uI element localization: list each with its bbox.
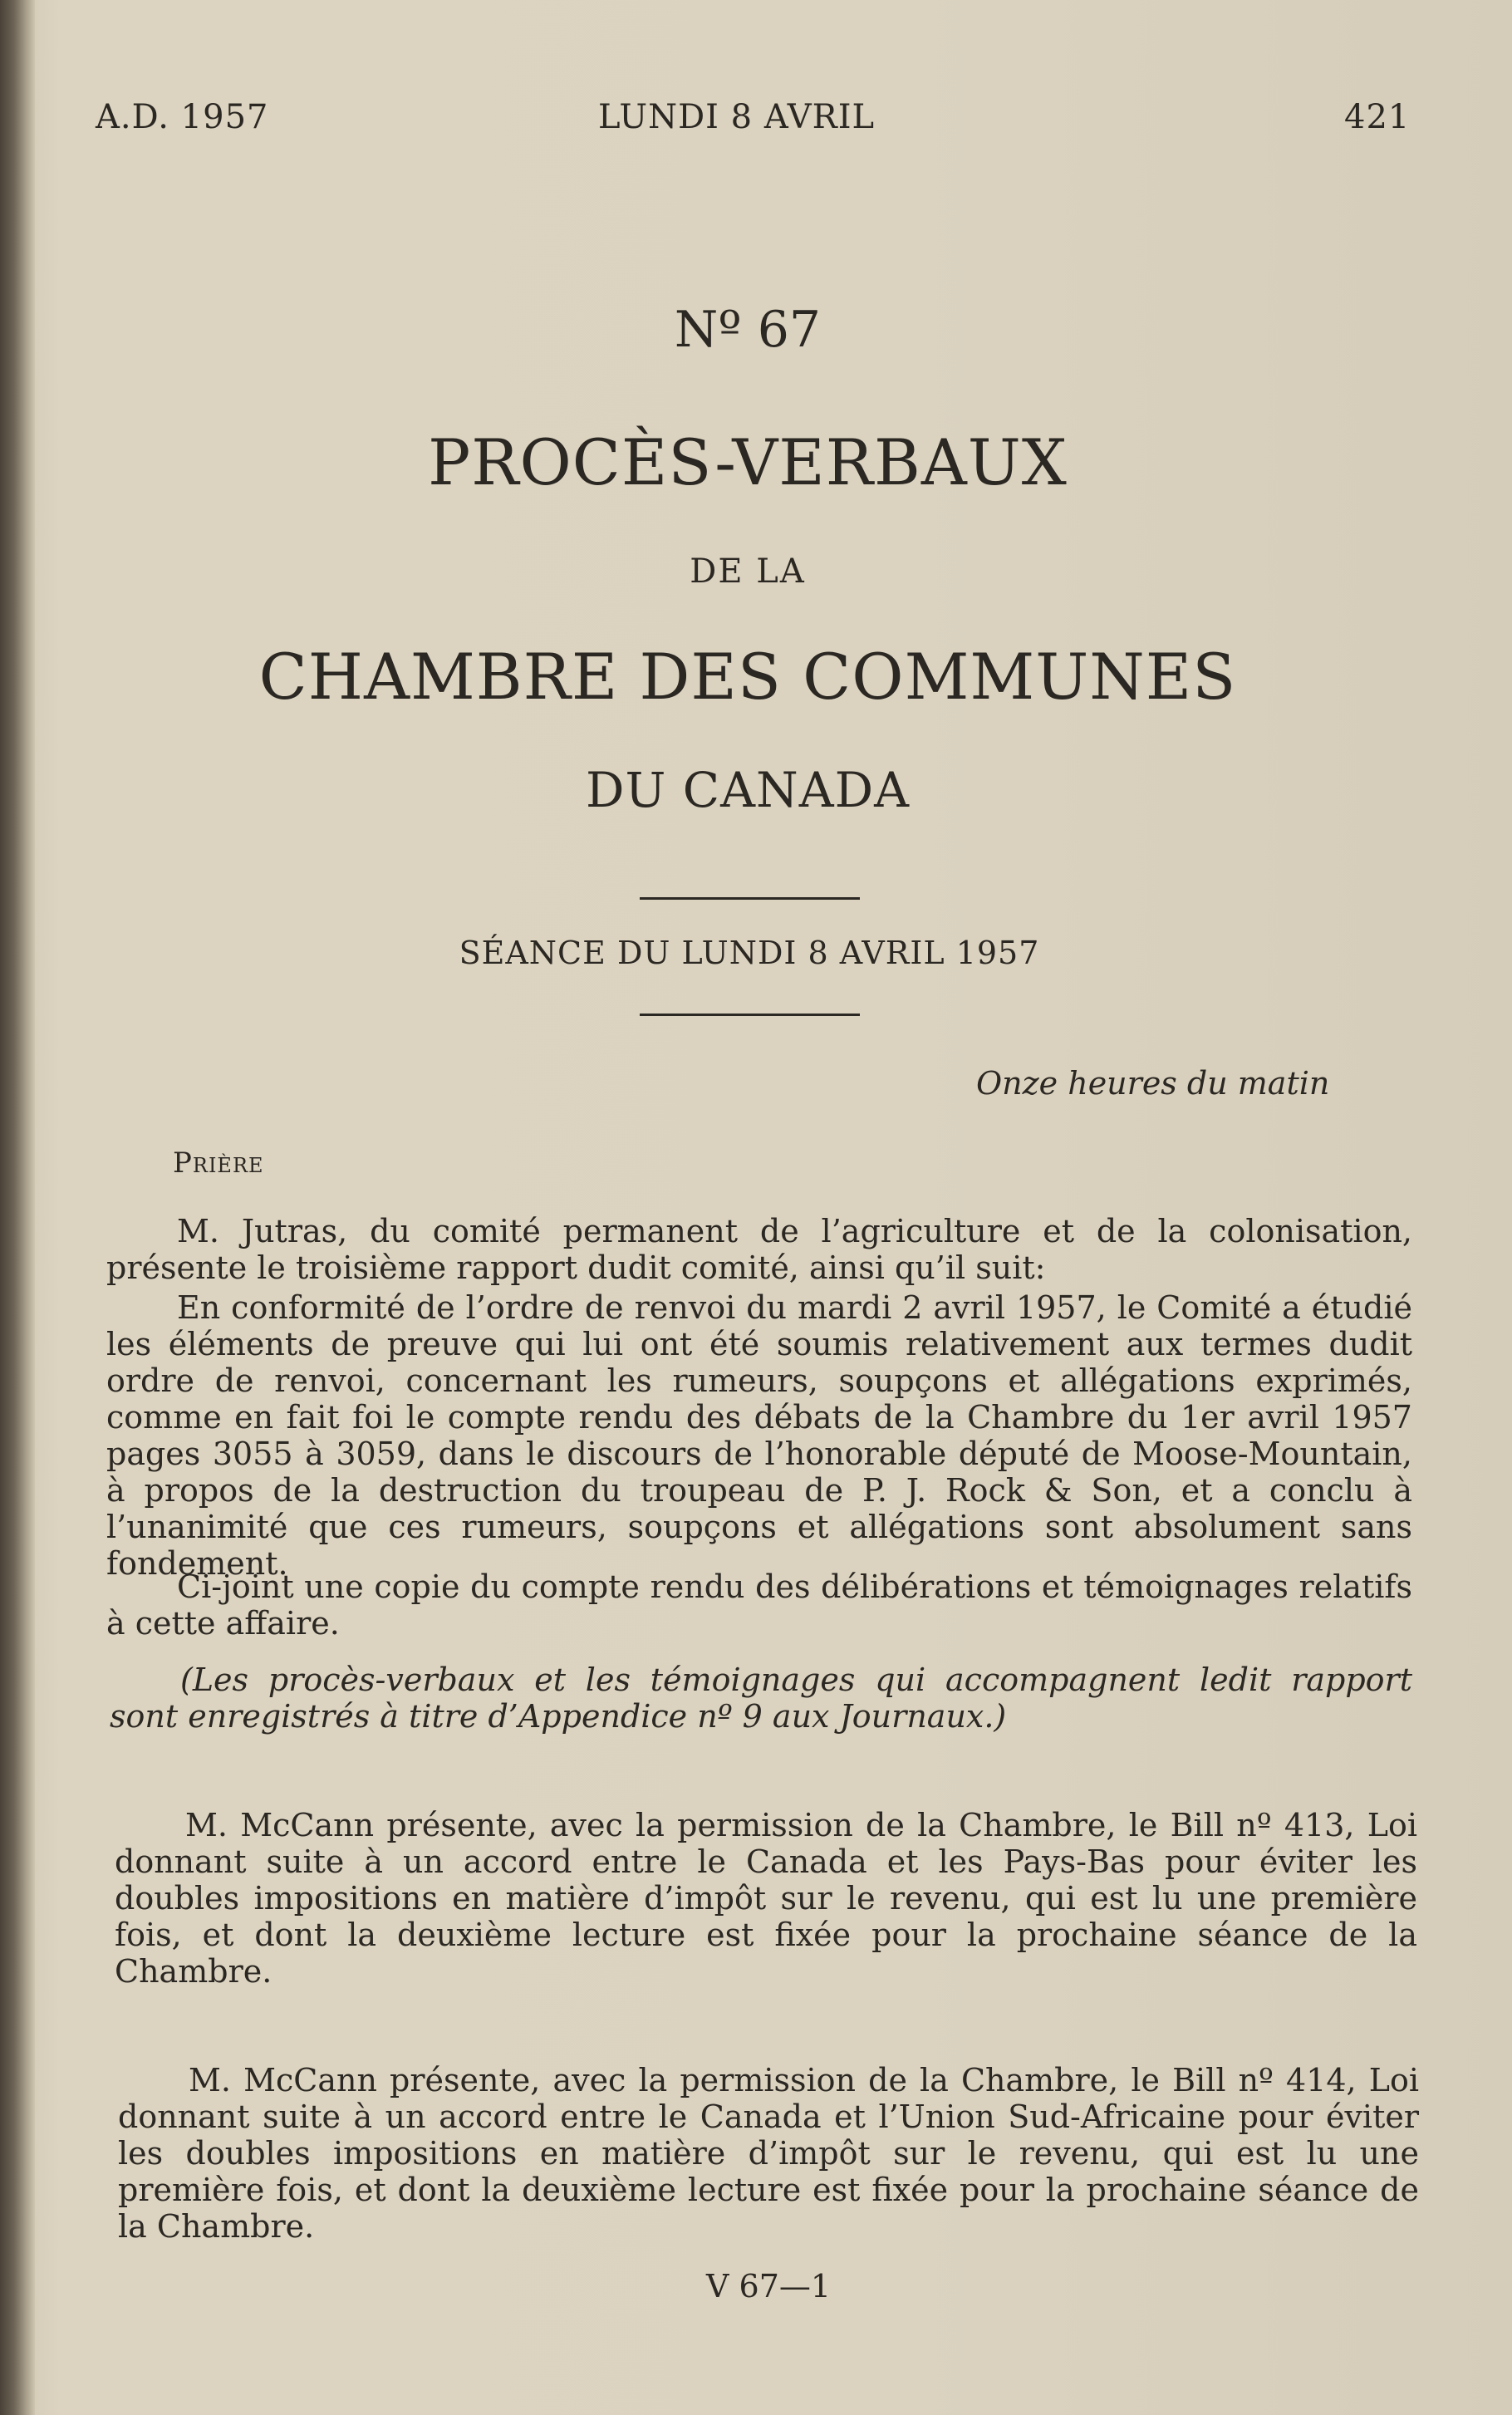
printer-signature: V 67—1 — [706, 2268, 832, 2305]
running-head-year: A.D. 1957 — [96, 98, 269, 136]
running-head-date: LUNDI 8 AVRIL — [598, 98, 876, 136]
paragraph-bill-414: M. McCann présente, avec la permission de la Chambre, le Bill nº 414, Loi donnant suite à un accord entre le Canada et l’Union Sud-Africaine pour éviter les doubles impositions en matière d’impôt sur le revenu, qui est lu une première fois, et dont la deuxième lecture est fixée pour la prochaine séance de la Chambre. — [118, 2062, 1419, 2245]
chamber-title: CHAMBRE DES COMMUNES — [258, 640, 1237, 714]
country-title: DU CANADA — [585, 762, 911, 818]
book-binding-edge — [0, 0, 35, 2415]
title-connector: DE LA — [690, 552, 806, 591]
journal-number: Nº 67 — [674, 301, 822, 359]
sitting-time: Onze heures du matin — [976, 1065, 1330, 1102]
paragraph-report-text: En conformité de l’ordre de renvoi du mardi 2 avril 1957, le Comité a étudié les éléments de preuve qui lui ont été soumis relativement aux termes dudit ordre de renvoi, concernant les rumeurs, soupçons et allégations exprimés, comme en fait foi le compte rendu des débats de la Chambre du 1er avril 1957 pages 3055 à 3059, dans le discours de l’honorable député de Moose-Mountain, à propos de la destruction du troupeau de P. J. Rock & Son, et a conclu à l’unanimité que ces rumeurs, soupçons et allégations sont absolument sans fondement. — [106, 1289, 1412, 1582]
paragraph-appendix-note: (Les procès-verbaux et les témoignages qui accompagnent ledit rapport sont enregistrés à titre d’Appendice nº 9 aux Journaux.) — [110, 1662, 1412, 1735]
paragraph-attachment: Ci-joint une copie du compte rendu des délibérations et témoignages relatifs à cette affaire. — [106, 1568, 1412, 1642]
divider-bottom — [640, 1014, 860, 1016]
paragraph-committee-report: M. Jutras, du comité permanent de l’agriculture et de la colonisation, présente le troisième rapport dudit comité, ainsi qu’il suit: — [106, 1213, 1412, 1286]
divider-top — [640, 897, 860, 900]
prayer-heading: Prière — [173, 1146, 264, 1180]
paragraph-bill-413: M. McCann présente, avec la permission de la Chambre, le Bill nº 413, Loi donnant suite à un accord entre le Canada et les Pays-Bas pour éviter les doubles impositions en matière d’impôt sur le revenu, qui est lu une première fois, et dont la deuxième lecture est fixée pour la prochaine séance de la Chambre. — [115, 1807, 1417, 1990]
page-number: 421 — [1344, 98, 1411, 136]
page-title: PROCÈS-VERBAUX — [428, 425, 1068, 499]
sitting-title: SÉANCE DU LUNDI 8 AVRIL 1957 — [459, 935, 1040, 971]
